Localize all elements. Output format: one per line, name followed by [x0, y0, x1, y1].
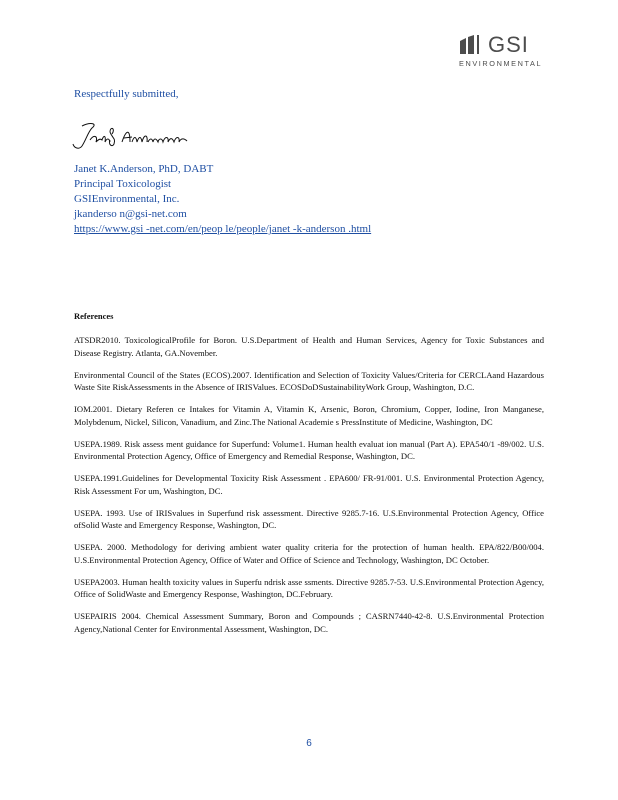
reference-item: USEPA. 1993. Use of IRISvalues in Superfund risk assessment. Directive 9285.7-16. U.S.Environmental Protection Agency, Office ofSolid Waste and Emergency Response, Washington, DC. — [74, 507, 544, 530]
author-name: Janet K.Anderson, PhD, DABT — [74, 163, 214, 175]
company-logo — [458, 33, 548, 75]
logo-wordmark: GSI — [488, 32, 529, 57]
reference-item: USEPAIRIS 2004. Chemical Assessment Summary, Boron and Compounds ; CASRN7440-42-8. U.S.Environmental Protection Agency,National Center for Environmental Assessment, Washington, DC. — [74, 611, 544, 634]
reference-item: USEPA2003. Human health toxicity values in Superfu ndrisk asse ssments. Directive 9285.7-53. U.S.Environmental Protection Agency, Office of SolidWaste and Emergency Response, Washington, DC.February. — [74, 576, 544, 599]
page-number: 6 — [306, 738, 312, 749]
gsi-logo-mark — [458, 35, 486, 55]
reference-item: USEPA. 2000. Methodology for deriving ambient water quality criteria for the protection of human health. EPA/822/B00/004. U.S.Environmental Protection Agency, Office of Water and Office of Science and Technology, Washington, DC October. — [74, 542, 544, 565]
contact-block — [74, 162, 371, 237]
reference-item: Environmental Council of the States (ECOS).2007. Identification and Selection of Toxicity Values/Criteria for CERCLAand Hazardous Waste Site RiskAssessments in the Absence of IRISValues. ECOSDoDSustainabilityWork Group, Washington, D.C. — [74, 369, 544, 392]
handwritten-signature — [70, 120, 200, 152]
reference-item: USEPA.1991.Guidelines for Developmental Toxicity Risk Assessment . EPA600/ FR-91/001. U.S. Environmental Protection Agency, Risk Assessment For um, Washington, DC. — [74, 473, 544, 496]
reference-item: ATSDR2010. ToxicologicalProfile for Boron. U.S.Department of Health and Human Services, Agency for Toxic Substances and Disease Registry. Atlanta, GA.November. — [74, 335, 544, 358]
author-profile-link[interactable]: https://www.gsi -net.com/en/peop le/people/janet -k-anderson .html — [74, 223, 372, 235]
author-title: Principal Toxicologist — [74, 178, 172, 190]
closing-line: Respectfully submitted, — [74, 88, 179, 100]
author-email: jkanderso n@gsi-net.com — [74, 208, 187, 220]
logo-subtitle: ENVIRONMENTAL — [459, 59, 543, 68]
references-heading: References — [74, 311, 114, 321]
reference-item: IOM.2001. Dietary Referen ce Intakes for Vitamin A, Vitamin K, Arsenic, Boron, Chromium, Copper, Iodine, Iron Manganese, Molybdenum, Nickel, Silicon, Vanadium, and Zinc.The National Academie s PressInstitute of Medicine, Washington, DC — [74, 404, 544, 427]
references-list — [74, 334, 544, 635]
author-company: GSIEnvironmental, Inc. — [74, 193, 180, 205]
reference-item: USEPA.1989. Risk assess ment guidance for Superfund: Volume1. Human health evaluat ion manual (Part A). EPA540/1 -89/002. U.S. Environmental Protection Agency, Office of Emergency and Remedial Response, Washington, DC. — [74, 438, 544, 461]
